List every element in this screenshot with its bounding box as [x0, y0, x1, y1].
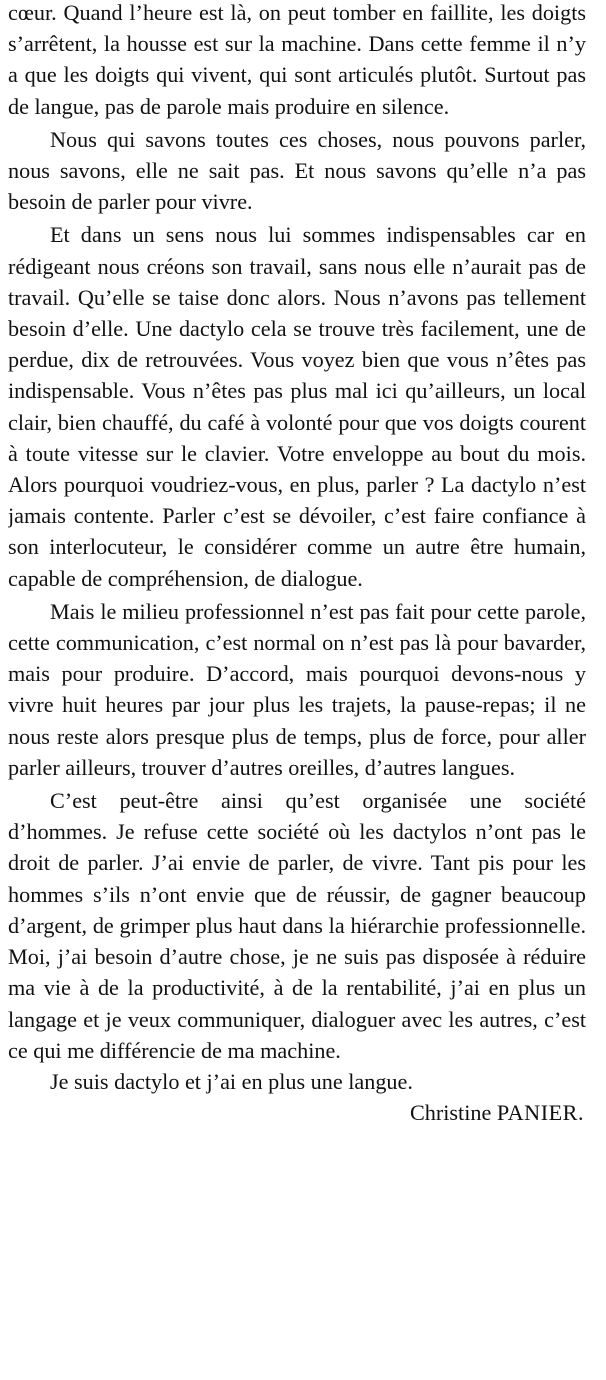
paragraph-6: Je suis dactylo et j’ai en plus une langue.	[50, 1068, 413, 1094]
paragraph-3: Et dans un sens nous lui sommes indispensables car en rédigeant nous créons son travail, sans nous elle n’aurait pas de travail. Qu’elle se taise donc alors. Nous n’avons pas tellement besoin d’elle. Une dactylo cela se trouve très facilement, une de perdue, dix de retrouvées. Vous voyez bien que vous n’êtes pas indispensable. Vous n’êtes pas plus mal ici qu’ailleurs, un local clair, bien chauffé, du café à volonté pour que vos doigts courent à toute vitesse sur le clavier. Votre enveloppe au bout du mois. Alors pourquoi voudriez-vous, en plus, parler ? La dactylo n’est jamais contente. Parler c’est se dévoiler, c’est faire confiance à son interlocuteur, le considérer comme un autre être humain, capable de compréhension, de dialogue.	[8, 222, 586, 591]
paragraph-4: Mais le milieu professionnel n’est pas fait pour cette parole, cette communication, c’est normal on n’est pas là pour bavarder, mais pour produire. D’accord, mais pourquoi devons-nous y vivre huit heures par jour plus les trajets, la pause-repas; il ne nous reste alors presque plus de temps, plus de force, pour aller parler ailleurs, trouver d’autres oreilles, d’autres langues.	[8, 598, 586, 780]
signature-first-name: Christine	[409, 1100, 492, 1126]
paragraph-2: Nous qui savons toutes ces choses, nous pouvons parler, nous savons, elle ne sait pas. Et nous savons qu’elle n’a pas besoin de parler pour vivre.	[8, 126, 586, 215]
paragraph-1: cœur. Quand l’heure est là, on peut tomber en faillite, les doigts s’arrêtent, la housse est sur la machine. Dans cette femme il n’y a que les doigts qui vivent, qui sont articulés plutôt. Surtout pas de langue, pas de parole mais produire en silence.	[8, 0, 586, 119]
document-page	[8, 0, 586, 1380]
paragraph-5: C’est peut-être ainsi qu’est organisée une société d’hommes. Je refuse cette société où les dactylos n’ont pas le droit de parler. J’ai envie de parler, de vivre. Tant pis pour les hommes s’ils n’ont envie que de réussir, de gagner beaucoup d’argent, de grimper plus haut dans la hiérarchie professionnelle. Moi, j’ai besoin d’autre chose, je ne suis pas disposée à réduire ma vie à de la productivité, à de la rentabilité, j’ai en plus un langage et je veux communiquer, dialoguer avec les autres, c’est ce qui me différencie de ma machine.	[8, 788, 586, 1063]
signature-last-name: PANIER.	[496, 1100, 584, 1126]
signature	[8, 1097, 586, 1128]
